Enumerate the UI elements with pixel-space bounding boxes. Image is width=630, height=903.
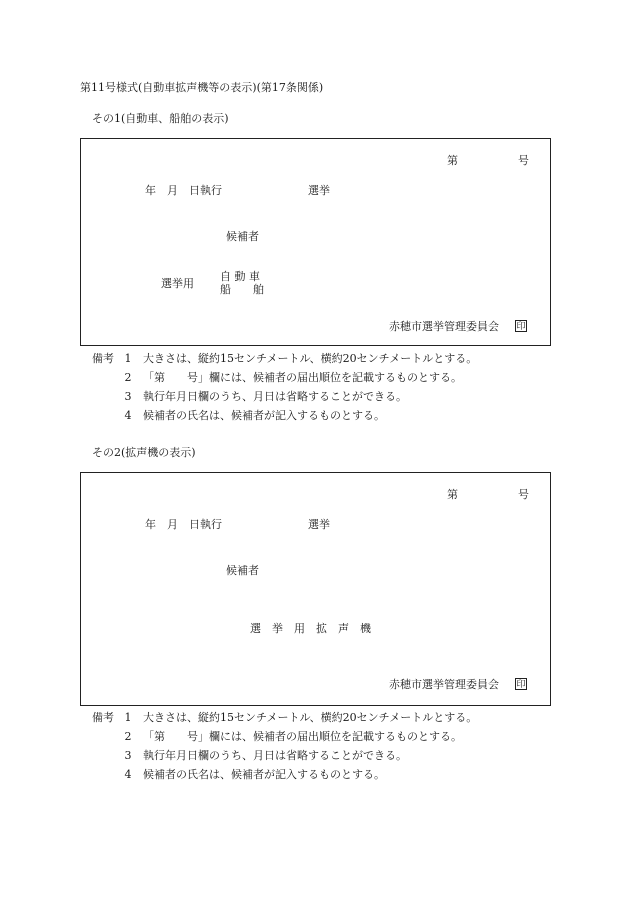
part2-notes-label: 備考 [92, 711, 114, 724]
part2-seal-icon: 印 [516, 680, 526, 690]
part1-seal-icon: 印 [516, 322, 526, 332]
part1-vehicle-ship [220, 270, 264, 296]
part2-election-label: 選挙 [308, 518, 330, 531]
part1-number-prefix: 第 [447, 154, 458, 167]
part1-notes-label: 備考 [92, 352, 114, 365]
part1-number-suffix: 号 [518, 154, 529, 167]
part1-note-num: 2 [124, 371, 132, 384]
part1-usage-label: 選挙用 [161, 277, 194, 290]
part2-note-num: 3 [124, 749, 132, 762]
part2-candidate-label: 候補者 [226, 564, 259, 577]
part2-note-num: 4 [124, 768, 132, 781]
part2-number-suffix: 号 [518, 488, 529, 501]
part2-sign-box [80, 472, 551, 706]
part1-note-num: 1 [124, 352, 132, 365]
part1-note-text: 「第 号」欄には、候補者の届出順位を記載するものとする。 [143, 371, 462, 384]
part2-note-text: 執行年月日欄のうち、月日は省略することができる。 [143, 749, 407, 762]
part1-sign-box [80, 138, 551, 346]
part1-candidate-label: 候補者 [226, 230, 259, 243]
part1-committee-name: 赤穂市選挙管理委員会 [389, 320, 499, 333]
part2-note-num: 2 [124, 730, 132, 743]
part2-committee-name: 赤穂市選挙管理委員会 [389, 678, 499, 691]
part2-date-label: 年 月 日執行 [145, 518, 222, 531]
part2-usage-label: 選 挙 用 拡 声 機 [250, 622, 371, 635]
part2-note-num: 1 [124, 711, 132, 724]
part1-heading: その1(自動車、船舶の表示) [92, 112, 229, 125]
part1-note-text: 候補者の氏名は、候補者が記入するものとする。 [143, 409, 385, 422]
part2-heading: その2(拡声機の表示) [92, 446, 196, 459]
part2-note-text: 候補者の氏名は、候補者が記入するものとする。 [143, 768, 385, 781]
part1-date-label: 年 月 日執行 [145, 184, 222, 197]
form-title: 第11号様式(自動車拡声機等の表示)(第17条関係) [80, 81, 324, 94]
part2-note-text: 「第 号」欄には、候補者の届出順位を記載するものとする。 [143, 730, 462, 743]
part1-note-num: 3 [124, 390, 132, 403]
part1-vehicle-label: 自 動 車 [220, 270, 260, 283]
part1-election-label: 選挙 [308, 184, 330, 197]
part1-note-text: 大きさは、縦約15センチメートル、横約20センチメートルとする。 [143, 352, 478, 365]
part1-note-num: 4 [124, 409, 132, 422]
part1-note-text: 執行年月日欄のうち、月日は省略することができる。 [143, 390, 407, 403]
part1-ship-label: 船 舶 [220, 283, 264, 296]
part2-number-prefix: 第 [447, 488, 458, 501]
part2-note-text: 大きさは、縦約15センチメートル、横約20センチメートルとする。 [143, 711, 478, 724]
